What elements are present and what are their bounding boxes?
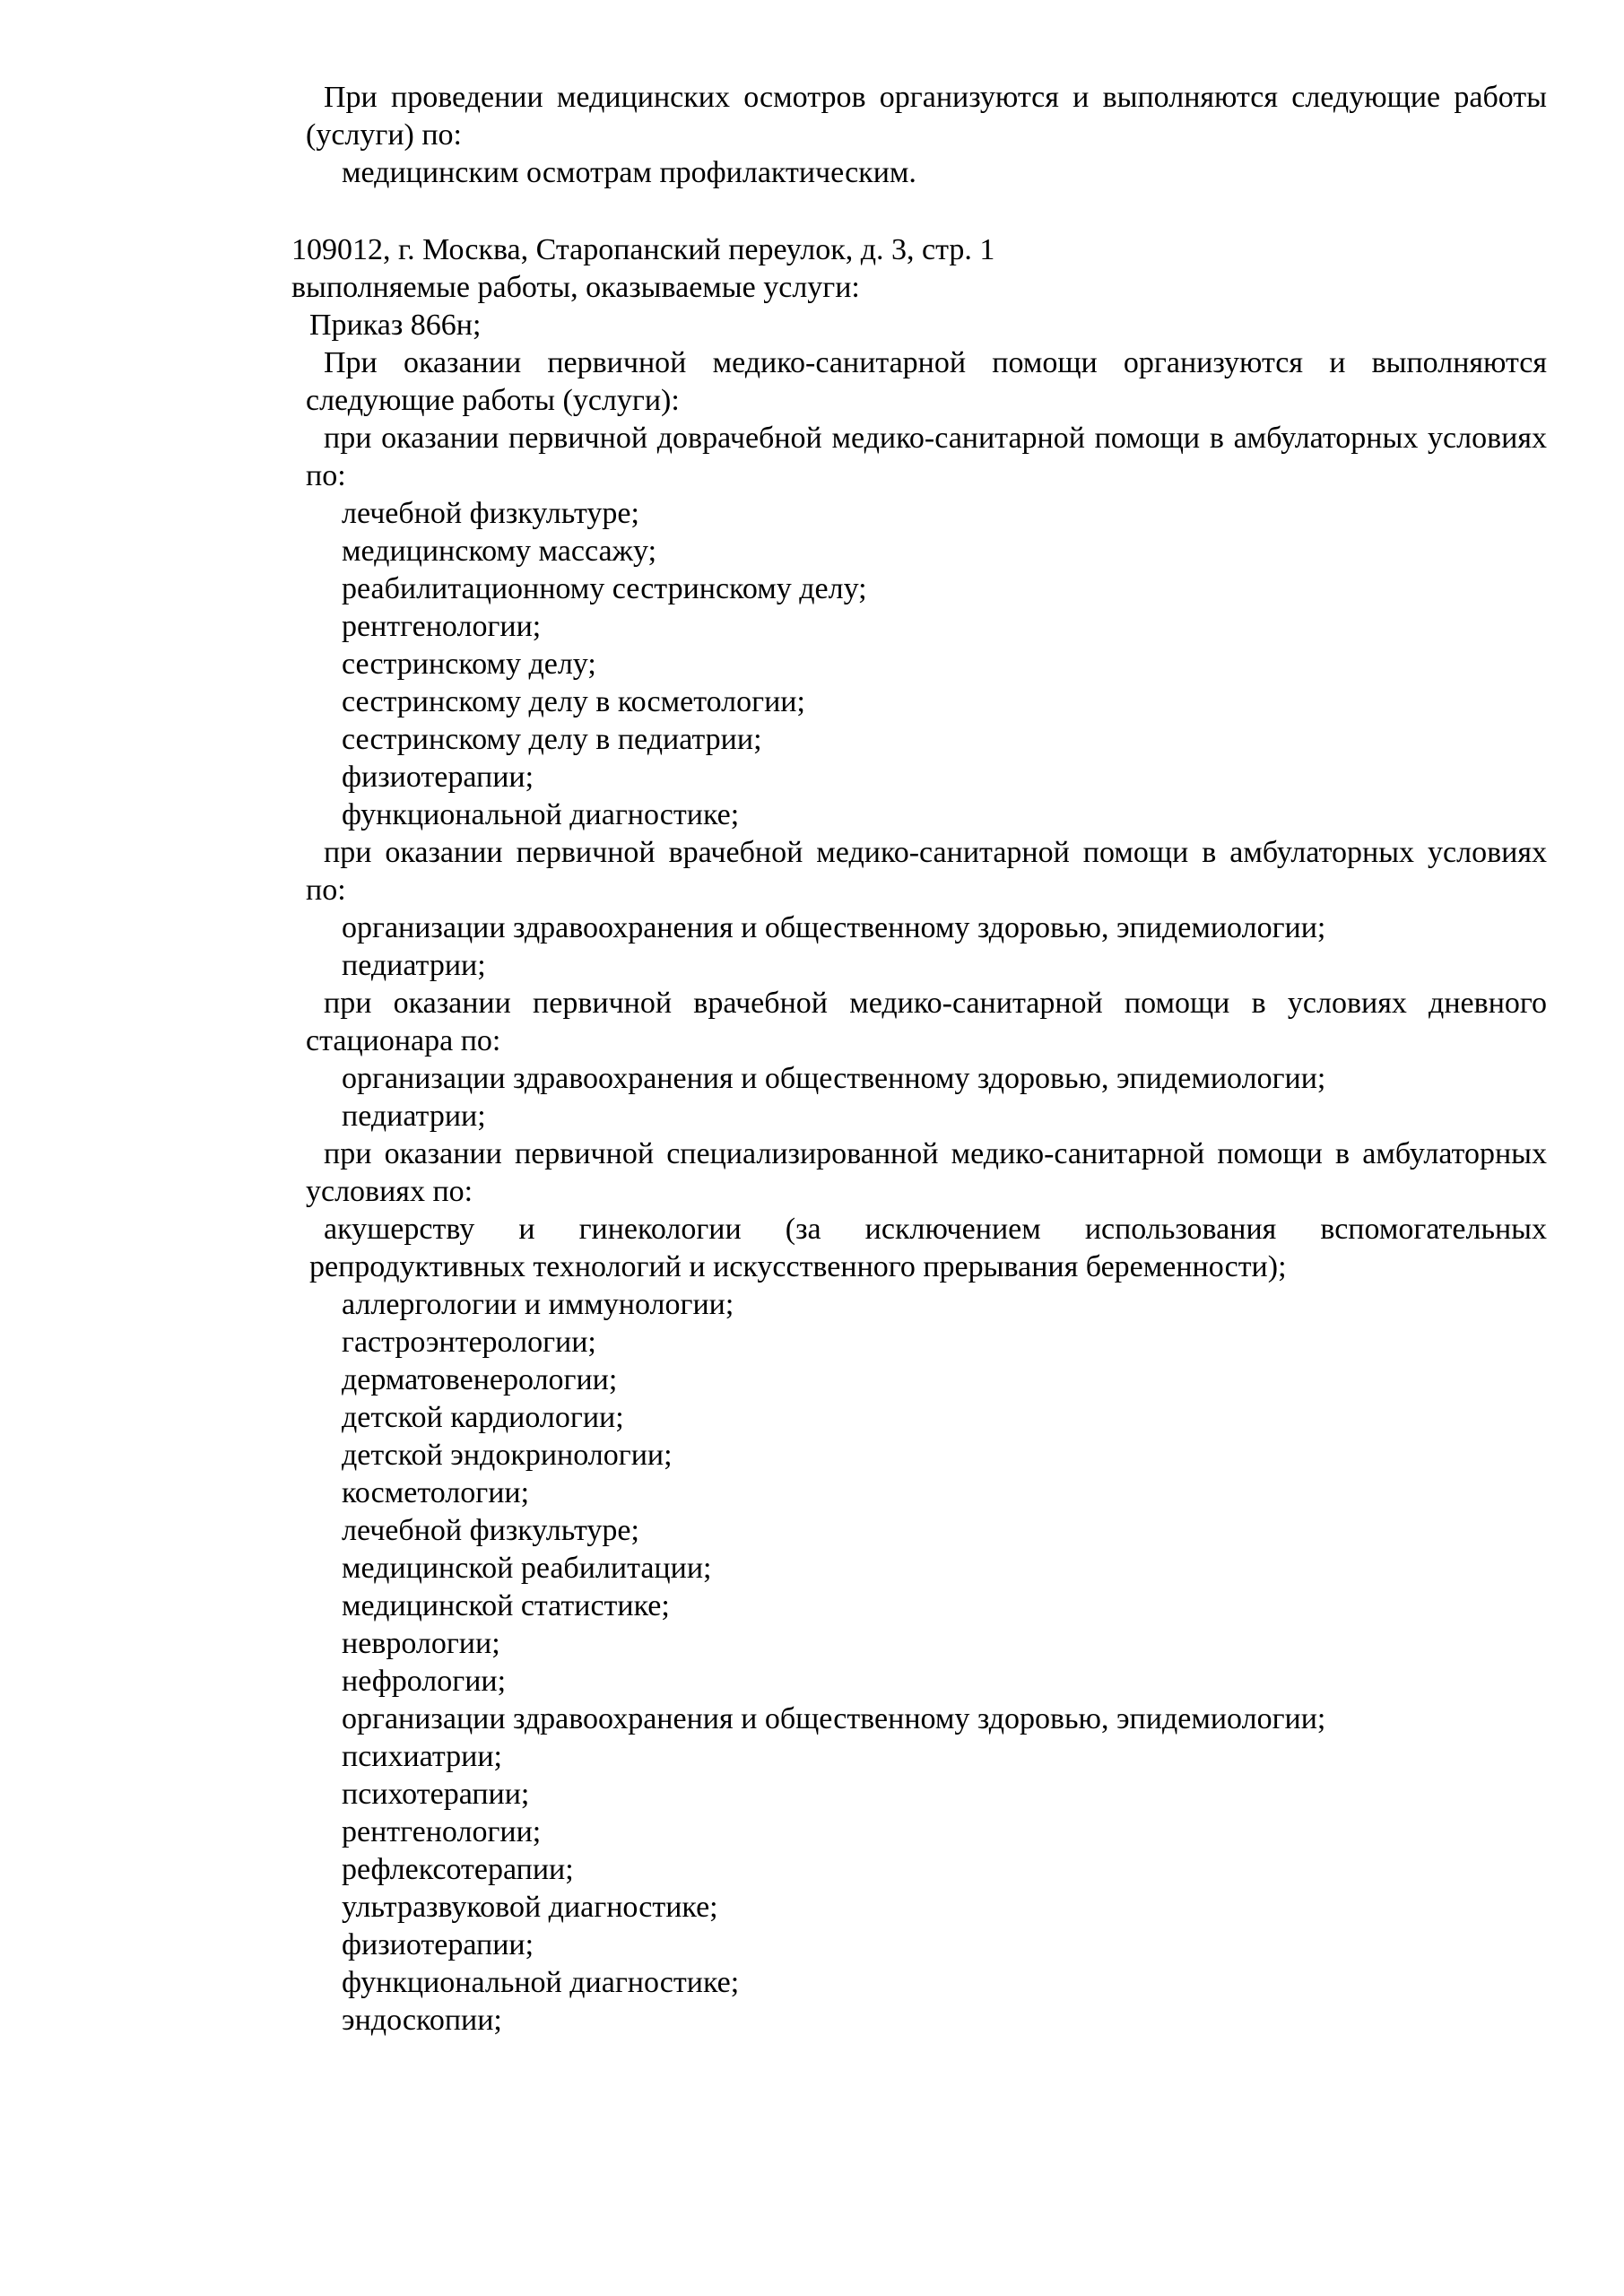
service-item: рефлексотерапии;	[342, 1853, 574, 1886]
service-item: эндоскопии;	[342, 2004, 502, 2037]
service-item: косметологии;	[342, 1476, 530, 1509]
service-item: физиотерапии;	[342, 1928, 534, 1961]
service-item: акушерству и гинекологии (за исключением использования вспомогательных репродуктивных технологий и искусственного прерывания беременности);	[309, 1213, 1547, 1283]
service-item: психотерапии;	[342, 1778, 530, 1811]
service-item: аллергологии и иммунологии;	[342, 1288, 734, 1321]
group-heading-vrach-day-hospital: при оказании первичной врачебной медико-санитарной помощи в условиях дневного стационара по:	[306, 987, 1547, 1057]
service-item: физиотерапии;	[342, 761, 534, 794]
medical-exams-item: медицинским осмотрам профилактическим.	[342, 156, 916, 189]
service-item: организации здравоохранения и общественному здоровью, эпидемиологии;	[342, 1702, 1326, 1735]
service-item: неврологии;	[342, 1627, 500, 1660]
service-item: детской кардиологии;	[342, 1401, 624, 1434]
group-heading-prevrach-amb: при оказании первичной доврачебной медико-санитарной помощи в амбулаторных условиях по:	[306, 422, 1547, 492]
service-item: организации здравоохранения и общественному здоровью, эпидемиологии;	[342, 1062, 1326, 1095]
service-item: медицинской реабилитации;	[342, 1552, 712, 1585]
document-content	[291, 79, 1547, 2039]
service-item: психиатрии;	[342, 1740, 502, 1773]
order-reference: Приказ 866н;	[309, 309, 482, 342]
service-item: функциональной диагностике;	[342, 798, 740, 831]
service-item: гастроэнтерологии;	[342, 1326, 596, 1359]
service-item: сестринскому делу в педиатрии;	[342, 723, 762, 756]
group-heading-specialized-amb: при оказании первичной специализированной медико-санитарной помощи в амбулаторных условиях по:	[306, 1137, 1547, 1208]
service-item: рентгенологии;	[342, 610, 542, 643]
service-item: дерматовенерологии;	[342, 1363, 618, 1396]
service-item: медицинской статистике;	[342, 1589, 670, 1622]
service-item: детской эндокринологии;	[342, 1439, 673, 1472]
service-item: сестринскому делу в косметологии;	[342, 685, 805, 718]
service-item: сестринскому делу;	[342, 648, 596, 681]
service-item: лечебной физкультуре;	[342, 497, 639, 530]
section-spacer	[291, 192, 1547, 231]
services-subtitle: выполняемые работы, оказываемые услуги:	[291, 271, 860, 304]
service-item: функциональной диагностике;	[342, 1966, 740, 1999]
service-item: педиатрии;	[342, 949, 486, 982]
facility-address: 109012, г. Москва, Старопанский переулок, д. 3, стр. 1	[291, 233, 995, 266]
service-item: нефрологии;	[342, 1665, 507, 1698]
service-item: лечебной физкультуре;	[342, 1514, 639, 1547]
service-item: реабилитационному сестринскому делу;	[342, 572, 867, 605]
service-item: организации здравоохранения и общественному здоровью, эпидемиологии;	[342, 911, 1326, 944]
medical-exams-intro: При проведении медицинских осмотров организуются и выполняются следующие работы (услуги) по:	[306, 81, 1547, 152]
service-item: рентгенологии;	[342, 1815, 542, 1848]
service-item: медицинскому массажу;	[342, 535, 657, 568]
group-heading-vrach-amb: при оказании первичной врачебной медико-санитарной помощи в амбулаторных условиях по:	[306, 836, 1547, 907]
service-item: ультразвуковой диагностике;	[342, 1891, 718, 1924]
service-item: педиатрии;	[342, 1100, 486, 1133]
primary-care-intro: При оказании первичной медико-санитарной помощи организуются и выполняются следующие работы (услуги):	[306, 346, 1547, 417]
